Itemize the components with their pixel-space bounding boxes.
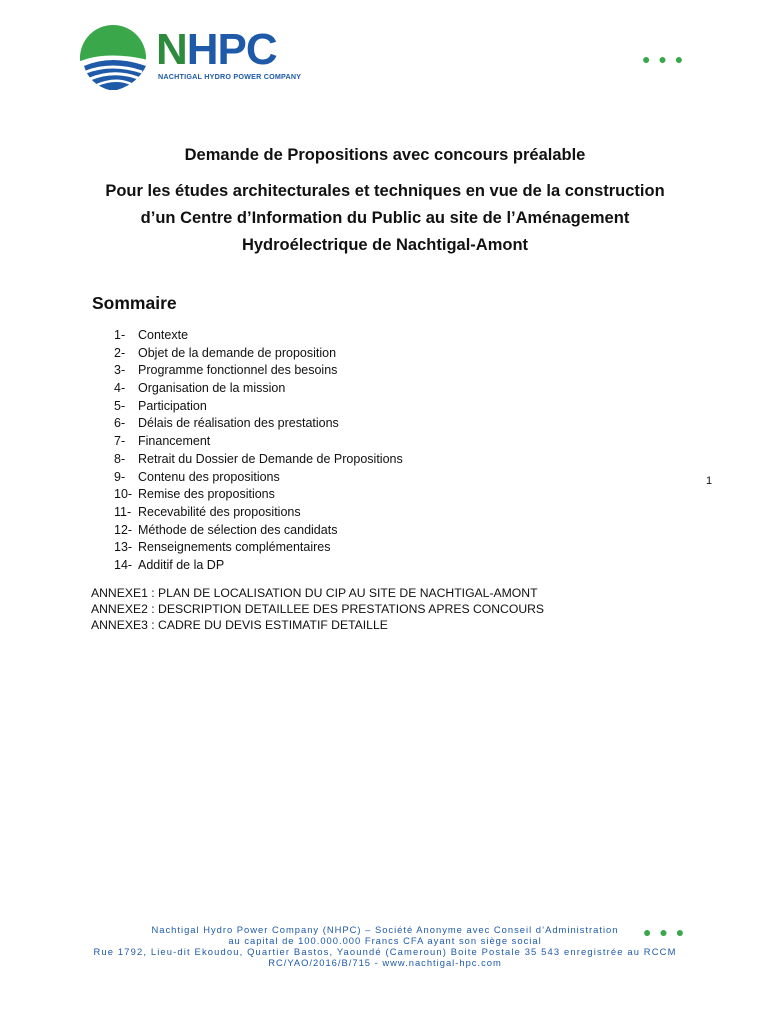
toc-item: [114, 452, 403, 470]
logo-subtitle: NACHTIGAL HYDRO POWER COMPANY: [158, 72, 302, 81]
footer-line: RC/YAO/2016/B/715 - www.nachtigal-hpc.com: [268, 957, 502, 968]
table-of-contents: [114, 328, 403, 576]
toc-item: [114, 505, 403, 523]
toc-item: [114, 470, 403, 488]
footer-line: Rue 1792, Lieu-dit Ekoudou, Quartier Bastos, Yaoundé (Cameroun) Boite Postale 35 543 enregistrée au RCCM: [93, 946, 677, 957]
toc-item-number: 2-: [114, 345, 126, 360]
decorative-dots-icon: ● ● ●: [642, 51, 686, 67]
toc-item: [114, 399, 403, 417]
logo-wordmark: [156, 25, 277, 74]
document-title: Demande de Propositions avec concours préalable: [184, 146, 586, 164]
toc-item: [114, 328, 403, 346]
toc-item-label: Contenu des propositions: [138, 469, 280, 484]
toc-item-label: Programme fonctionnel des besoins: [138, 363, 338, 378]
annex-list: [91, 585, 544, 633]
toc-item-label: Additif de la DP: [138, 557, 225, 572]
toc-item-label: Organisation de la mission: [138, 381, 286, 396]
company-logo: [76, 20, 302, 90]
toc-item-number: 1-: [114, 328, 126, 342]
toc-item-number: 9-: [114, 469, 126, 484]
toc-item-label: Délais de réalisation des prestations: [138, 416, 339, 431]
toc-item-label: Renseignements complémentaires: [138, 540, 331, 555]
toc-item-number: 11-: [114, 504, 132, 519]
annex-item: ANNEXE1 : PLAN DE LOCALISATION DU CIP AU SITE DE NACHTIGAL-AMONT: [91, 586, 538, 600]
logo-emblem-icon: [76, 20, 150, 90]
document-subtitle: Pour les études architecturales et techniques en vue de la construction d’un Centre d’Information du Public au site de l’Aménagement Hydroélectrique de Nachtigal-Amont: [105, 182, 665, 254]
toc-item-label: Retrait du Dossier de Demande de Propositions: [138, 451, 403, 466]
annex-item: ANNEXE2 : DESCRIPTION DETAILLEE DES PRESTATIONS APRES CONCOURS: [91, 602, 545, 616]
toc-item: [114, 363, 403, 381]
toc-item-number: 8-: [114, 451, 126, 466]
toc-item-label: Contexte: [138, 328, 189, 342]
toc-item-number: 4-: [114, 381, 126, 396]
logo-letter-n: N: [156, 25, 187, 74]
toc-item: [114, 523, 403, 541]
toc-item-number: 3-: [114, 363, 126, 378]
page-number: 1: [706, 475, 713, 487]
toc-item: [114, 540, 403, 558]
toc-item: [114, 434, 403, 452]
toc-item-label: Remise des propositions: [138, 487, 275, 502]
toc-item-label: Financement: [138, 434, 211, 449]
toc-item: [114, 381, 403, 399]
footer-line: au capital de 100.000.000 Francs CFA ayant son siège social: [228, 935, 542, 946]
toc-item: [114, 416, 403, 434]
footer-line: Nachtigal Hydro Power Company (NHPC) – Société Anonyme avec Conseil d’Administration: [151, 924, 619, 935]
toc-item-number: 14-: [114, 557, 133, 572]
page-footer: [90, 924, 680, 968]
toc-item: [114, 487, 403, 505]
toc-item-number: 13-: [114, 540, 133, 555]
toc-item-label: Participation: [138, 398, 207, 413]
toc-item: [114, 346, 403, 364]
toc-item-label: Objet de la demande de proposition: [138, 345, 337, 360]
logo-letters-hpc: HPC: [186, 25, 277, 74]
toc-item-number: 5-: [114, 398, 126, 413]
annex-item: ANNEXE3 : CADRE DU DEVIS ESTIMATIF DETAILLE: [91, 618, 388, 632]
toc-item-label: Recevabilité des propositions: [138, 504, 301, 519]
toc-item-number: 12-: [114, 522, 133, 537]
toc-item-number: 6-: [114, 416, 126, 431]
toc-item-label: Méthode de sélection des candidats: [138, 522, 338, 537]
decorative-dots-icon: ● ● ●: [643, 924, 687, 940]
toc-item: [114, 558, 403, 576]
sommaire-heading: Sommaire: [92, 293, 177, 313]
toc-item-number: 7-: [114, 434, 126, 449]
toc-item-number: 10-: [114, 487, 133, 502]
